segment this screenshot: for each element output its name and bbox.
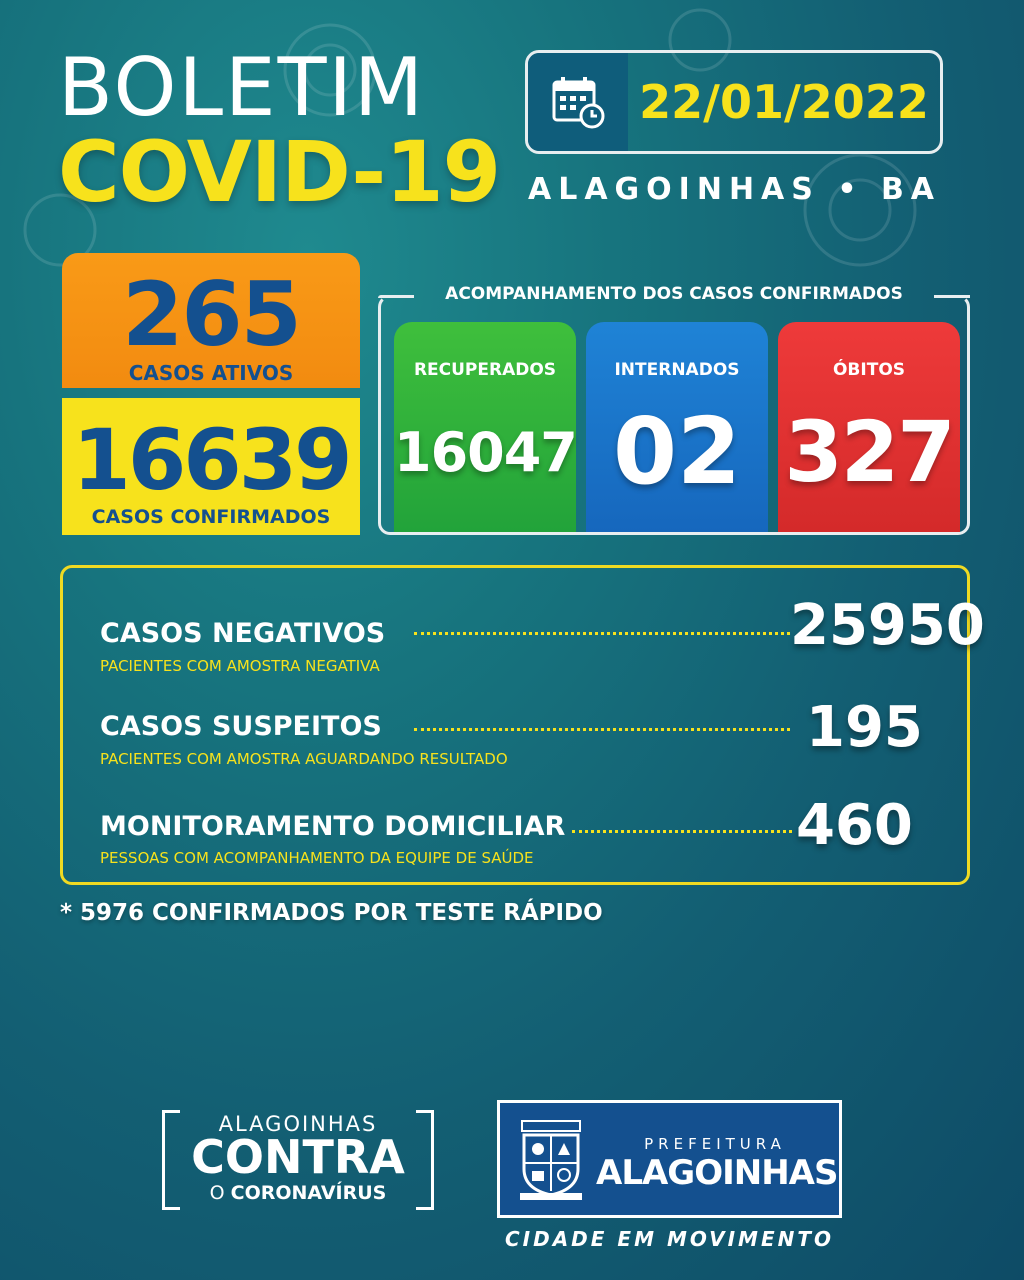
slogan: CIDADE EM MOVIMENTO (504, 1227, 834, 1251)
tracking-box-top-left (378, 295, 414, 298)
negative-cases-dots (414, 632, 790, 635)
deaths-label: ÓBITOS (832, 360, 906, 380)
campaign-line2: CONTRA (191, 1130, 405, 1184)
active-cases-label: CASOS ATIVOS (128, 361, 294, 385)
deaths-value: 327 (784, 403, 954, 501)
title-covid: COVID-19 (58, 123, 501, 221)
tracking-title: ACOMPANHAMENTO DOS CASOS CONFIRMADOS (445, 284, 903, 304)
deaths-card (778, 322, 960, 532)
prefeitura-line2: ALAGOINHAS (596, 1153, 838, 1193)
home-monitoring-title: MONITORAMENTO DOMICILIAR (100, 811, 566, 842)
home-monitoring-value: 460 (796, 793, 913, 858)
campaign-line1: ALAGOINHAS (218, 1112, 378, 1136)
campaign-line3 (162, 1182, 434, 1204)
hospitalized-card (586, 322, 768, 532)
recovered-value: 16047 (394, 421, 577, 484)
campaign-line3-prefix: O (209, 1182, 225, 1204)
suspected-cases-title: CASOS SUSPEITOS (100, 711, 382, 742)
campaign-logo (162, 1110, 434, 1210)
municipal-crest (518, 1119, 584, 1201)
hospitalized-value: 02 (612, 398, 742, 505)
hospitalized-label: INTERNADOS (614, 360, 740, 380)
recovered-label: RECUPERADOS (413, 360, 557, 380)
negative-cases-value: 25950 (790, 593, 985, 658)
active-cases-value: 265 (122, 263, 300, 366)
bulletin-date: 22/01/2022 (639, 75, 929, 129)
calendar-cell (528, 53, 628, 151)
suspected-cases-subtitle: PACIENTES COM AMOSTRA AGUARDANDO RESULTADO (100, 750, 508, 768)
prefeitura-line1: PREFEITURA (644, 1135, 786, 1153)
rapid-test-note: * 5976 CONFIRMADOS POR TESTE RÁPIDO (60, 900, 603, 926)
suspected-cases-dots (414, 728, 790, 731)
active-cases-card (62, 253, 360, 388)
campaign-line3-bold: CORONAVÍRUS (230, 1182, 387, 1204)
title-boletim: BOLETIM (58, 41, 426, 134)
recovered-card (394, 322, 576, 532)
negative-cases-title: CASOS NEGATIVOS (100, 618, 386, 649)
date-box (525, 50, 943, 154)
tracking-box-top-right (934, 295, 970, 298)
confirmed-cases-label: CASOS CONFIRMADOS (91, 506, 331, 528)
confirmed-cases-card (62, 398, 360, 535)
location: ALAGOINHAS • BA (528, 172, 942, 207)
prefeitura-logo (497, 1100, 842, 1218)
calendar-clock-icon (550, 74, 606, 130)
home-monitoring-dots (572, 830, 792, 833)
home-monitoring-subtitle: PESSOAS COM ACOMPANHAMENTO DA EQUIPE DE SAÚDE (100, 849, 534, 867)
negative-cases-subtitle: PACIENTES COM AMOSTRA NEGATIVA (100, 657, 380, 675)
suspected-cases-value: 195 (806, 695, 923, 760)
confirmed-cases-value: 16639 (72, 411, 350, 509)
